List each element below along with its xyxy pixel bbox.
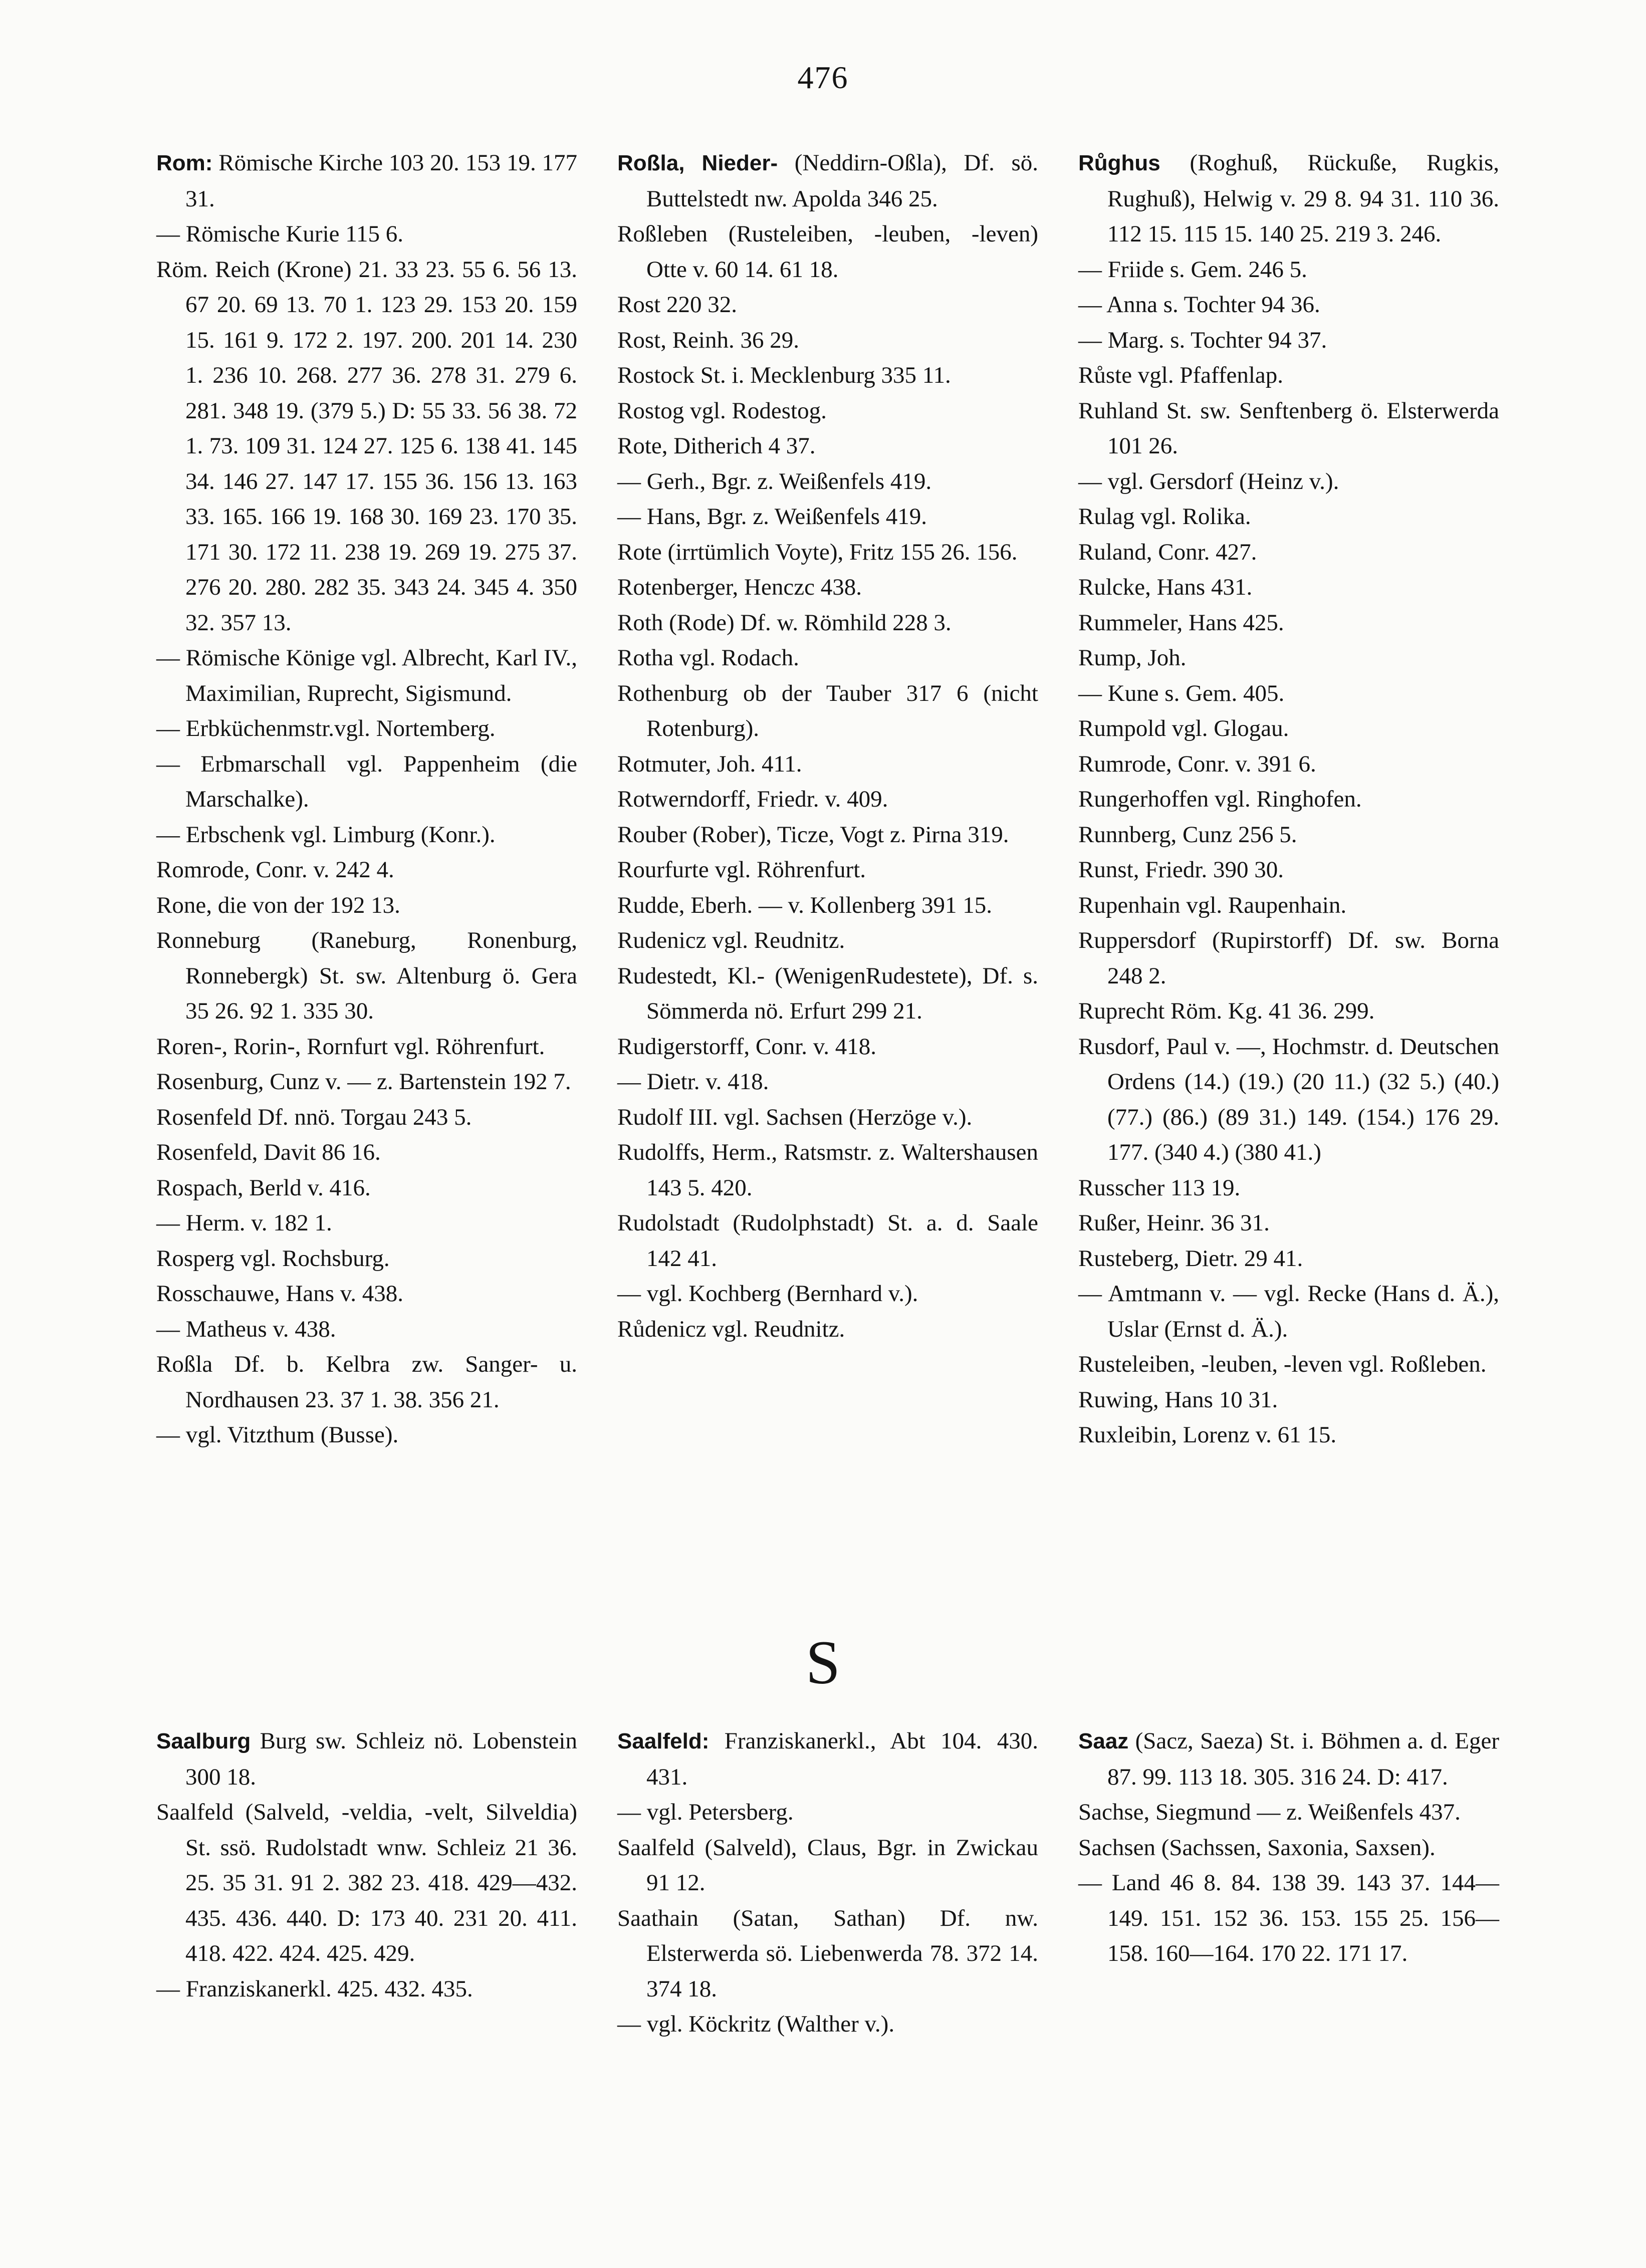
index-entry-text: — Dietr. v. 418. [617,1069,769,1095]
index-entry-text: Rusdorf, Paul v. —, Hochmstr. d. Deutschen Ordens (14.) (19.) (20 11.) (32 5.) (40.) (77.) (86.) (89 31.) 149. (154.) 176 29. 177. (340 4.) (380 41.) [1078,1033,1499,1165]
index-entry [1078,252,1499,288]
index-entry-text: — Matheus v. 438. [156,1316,336,1342]
index-entry [156,817,577,853]
index-entry-text: — vgl. Kochberg (Bernhard v.). [617,1281,918,1307]
index-entry [156,923,577,1029]
index-entry [156,888,577,923]
index-entry-text: Rourfurte vgl. Röhrenfurt. [617,857,866,883]
index-entry-head: Rom: [156,151,213,175]
index-entry-text: Rudestedt, Kl.- (WenigenRudestete), Df. s. Sömmerda nö. Erfurt 299 21. [617,962,1038,1024]
index-entry [156,852,577,888]
index-entry [1078,1276,1499,1347]
index-entry [156,1029,577,1065]
index-entry-text: Rospach, Berld v. 416. [156,1174,371,1201]
index-entry-text: Burg sw. Schleiz nö. Lobenstein 300 18. [185,1728,577,1790]
index-columns-r [156,145,1499,1453]
index-entry [617,1135,1038,1205]
index-entry [617,216,1038,287]
index-entry-text: Römische Kirche 103 20. 153 19. 177 31. [185,150,578,212]
index-entry-text: Saalfeld (Salveld, -veldia, -velt, Silveldia) St. ssö. Rudolstadt wnw. Schleiz 21 36. 25. 35 31. 91 2. 382 23. 418. 429—432. 435. 436. 440. D: 173 40. 231 20. 411. 418. 422. 424. 425. 429. [156,1799,577,1966]
index-entry [1078,358,1499,393]
index-entry [1078,464,1499,499]
index-entry-text: Rumpold vgl. Glogau. [1078,715,1289,741]
index-entry-text: Rote, Ditherich 4 37. [617,433,816,459]
index-entry [1078,923,1499,993]
index-entry-text: Rudenicz vgl. Reudnitz. [617,927,845,953]
index-entry [1078,993,1499,1029]
index-entry [156,1064,577,1100]
index-entry-text: — Kune s. Gem. 405. [1078,680,1285,706]
index-entry-text: Russcher 113 19. [1078,1174,1241,1201]
index-column [617,1723,1038,2042]
index-entry-text: Rosschauwe, Hans v. 438. [156,1281,403,1307]
index-entry [1078,1417,1499,1453]
index-entry [617,1205,1038,1276]
index-entry [156,1205,577,1241]
index-entry-text: — Römische Kurie 115 6. [156,221,403,247]
index-entry [1078,852,1499,888]
index-entry [1078,888,1499,923]
index-entry [617,287,1038,323]
index-entry [1078,1830,1499,1866]
index-entry-head: Saalburg [156,1729,251,1753]
index-entry-text: — Erbschenk vgl. Limburg (Konr.). [156,821,496,848]
index-column [1078,1723,1499,2042]
index-entry-text: Růste vgl. Pfaffenlap. [1078,362,1284,388]
index-entry [617,605,1038,641]
index-entry-text: Franziskanerkl., Abt 104. 430. 431. [646,1728,1039,1790]
index-entry [617,1901,1038,2007]
index-entry [1078,1205,1499,1241]
index-entry [156,1241,577,1277]
index-entry [1078,746,1499,782]
index-entry [1078,287,1499,323]
index-entry [617,358,1038,393]
index-entry-text: — Herm. v. 182 1. [156,1210,332,1236]
index-entry [617,464,1038,499]
index-entry [1078,1170,1499,1206]
index-entry [156,216,577,252]
index-entry-text: Saathain (Satan, Sathan) Df. nw. Elsterwerda sö. Liebenwerda 78. 372 14. 374 18. [617,1905,1038,2002]
index-entry [156,1417,577,1453]
index-entry-text: Rudolstadt (Rudolphstadt) St. a. d. Saale 142 41. [617,1210,1038,1272]
index-entry-text: — Land 46 8. 84. 138 39. 143 37. 144—149. 151. 152 36. 153. 155 25. 156—158. 160—164. 170 22. 171 17. [1078,1870,1499,1966]
index-entry-text: Růdenicz vgl. Reudnitz. [617,1316,845,1342]
index-entry [617,958,1038,1029]
index-entry [1078,782,1499,817]
index-entry [1078,817,1499,853]
index-entry-text: — vgl. Köckritz (Walther v.). [617,2011,895,2037]
index-column [1078,145,1499,1453]
index-entry [156,1795,577,1971]
index-entry-text: Rotmuter, Joh. 411. [617,750,802,777]
index-entry-text: Roth (Rode) Df. w. Römhild 228 3. [617,609,952,636]
index-entry [1078,499,1499,535]
index-entry [617,746,1038,782]
index-entry [617,1029,1038,1065]
index-entry [617,782,1038,817]
index-entry-text: Rudigerstorff, Conr. v. 418. [617,1033,876,1060]
index-entry-text: Röm. Reich (Krone) 21. 33 23. 55 6. 56 13. 67 20. 69 13. 70 1. 123 29. 153 20. 159 15. 161 9. 172 2. 197. 200. 201 14. 230 1. 236 10. 268. 277 36. 278 31. 279 6. 281. 348 19. (379 5.) D: 55 33. 56 38. 72 1. 73. 109 31. 124 27. 125 6. 138 41. 145 34. 146 27. 147 17. 155 36. 156 13. 163 33. 165. 166 19. 168 30. 169 23. 170 35. 171 30. 172 11. 238 19. 269 19. 275 37. 276 20. 280. 282 35. 343 24. 345 4. 350 32. 357 13. [156,256,577,636]
index-entry-text: Rosenburg, Cunz v. — z. Bartenstein 192 7. [156,1069,571,1095]
index-entry-text: Rulcke, Hans 431. [1078,574,1253,600]
index-entry [617,1830,1038,1901]
index-entry [617,1276,1038,1312]
index-entry [1078,323,1499,358]
index-entry [156,1312,577,1347]
index-entry-text: Rumrode, Conr. v. 391 6. [1078,750,1316,777]
index-entry-text: Rußer, Heinr. 36 31. [1078,1210,1270,1236]
index-entry-text: Ruland, Conr. 427. [1078,539,1257,565]
index-entry [617,852,1038,888]
index-column [156,1723,577,2042]
index-entry-text: Sachsen (Sachssen, Saxonia, Saxsen). [1078,1834,1436,1861]
index-entry-text: — Hans, Bgr. z. Weißenfels 419. [617,503,927,530]
index-entry [1078,676,1499,711]
index-entry-text: Runst, Friedr. 390 30. [1078,857,1284,883]
index-entry-text: Rulag vgl. Rolika. [1078,503,1251,530]
index-entry-text: — Marg. s. Tochter 94 37. [1078,327,1327,353]
index-entry [617,1312,1038,1347]
index-entry-text: Ronneburg (Raneburg, Ronenburg, Ronnebergk) St. sw. Altenburg ö. Gera 35 26. 92 1. 335 30. [156,927,577,1024]
index-entry-text: — vgl. Petersberg. [617,1799,794,1825]
index-entry-text: Rotwerndorff, Friedr. v. 409. [617,786,888,812]
page-number: 476 [797,60,849,95]
index-entry-text: — Erbmarschall vgl. Pappenheim (die Marschalke). [156,750,577,812]
index-entry-text: (Roghuß, Rückuße, Rugkis, Rughuß), Helwig v. 29 8. 94 31. 110 36. 112 15. 115 15. 140 25. 219 3. 246. [1107,150,1499,247]
index-entry-text: — vgl. Vitzthum (Busse). [156,1422,399,1448]
index-entry-text: Rouber (Rober), Ticze, Vogt z. Pirna 319. [617,821,1009,848]
index-entry [1078,1347,1499,1382]
index-entry [617,1064,1038,1100]
index-entry-text: Rote (irrtümlich Voyte), Fritz 155 26. 156. [617,539,1018,565]
index-entry-head: Saaz [1078,1729,1129,1753]
index-entry [617,923,1038,958]
index-column [156,145,577,1453]
index-entry-text: — Römische Könige vgl. Albrecht, Karl IV., Maximilian, Ruprecht, Sigismund. [156,645,577,706]
index-entry-text: Romrode, Conr. v. 242 4. [156,857,394,883]
index-entry-text: Rummeler, Hans 425. [1078,609,1284,636]
index-entry [156,711,577,746]
index-entry-text: Roßla Df. b. Kelbra zw. Sanger- u. Nordhausen 23. 37 1. 38. 356 21. [156,1351,577,1413]
index-entry [156,252,577,641]
index-entry-text: Roren-, Rorin-, Rornfurt vgl. Röhrenfurt. [156,1033,545,1060]
index-entry [617,145,1038,216]
index-entry [156,1723,577,1795]
index-entry [617,1795,1038,1830]
index-entry [617,2006,1038,2042]
index-entry-text: Rothenburg ob der Tauber 317 6 (nicht Rotenburg). [617,680,1038,741]
index-entry [617,676,1038,746]
index-entry [156,746,577,817]
index-entry-text: Rotha vgl. Rodach. [617,645,799,671]
index-entry [1078,1029,1499,1170]
index-entry-text: Ruhland St. sw. Senftenberg ö. Elsterwerda 101 26. [1078,397,1499,459]
index-entry [1078,605,1499,641]
index-entry-text: Ruxleibin, Lorenz v. 61 15. [1078,1422,1337,1448]
index-entry-text: Rusteleiben, -leuben, -leven vgl. Roßleben. [1078,1351,1487,1377]
index-entry-text: Roßleben (Rusteleiben, -leuben, -leven) Otte v. 60 14. 61 18. [617,221,1038,283]
index-entry-text: — Franziskanerkl. 425. 432. 435. [156,1975,473,2002]
index-entry [156,1170,577,1206]
index-entry-head: Saalfeld: [617,1729,710,1753]
index-entry-text: Rost 220 32. [617,292,737,318]
index-entry-head: Roßla, Nieder- [617,151,778,175]
index-entry-text: — Amtmann v. — vgl. Recke (Hans d. Ä.), Uslar (Ernst d. Ä.). [1078,1281,1499,1342]
index-entry-text: Rosperg vgl. Rochsburg. [156,1245,390,1272]
index-entry [617,1100,1038,1135]
index-entry-text: Ruwing, Hans 10 31. [1078,1386,1278,1413]
index-entry [1078,1723,1499,1795]
index-entry-text: Rostock St. i. Mecklenburg 335 11. [617,362,951,388]
index-entry-text: — Friide s. Gem. 246 5. [1078,256,1307,283]
index-entry-text: (Neddirn-Oßla), Df. sö. Buttelstedt nw. Apolda 346 25. [646,150,1038,212]
index-entry [156,1971,577,2007]
index-entry-text: Rost, Reinh. 36 29. [617,327,799,353]
index-entry-text: Rotenberger, Henczc 438. [617,574,862,600]
index-entry-text: Rudolf III. vgl. Sachsen (Herzöge v.). [617,1104,973,1130]
index-entry-text: Ruppersdorf (Rupirstorff) Df. sw. Borna 248 2. [1078,927,1499,989]
index-entry [617,393,1038,429]
index-entry [1078,711,1499,746]
index-entry [1078,1382,1499,1418]
index-entry [156,145,577,216]
index-entry-text: Rungerhoffen vgl. Ringhofen. [1078,786,1362,812]
index-entry [617,428,1038,464]
index-entry [156,1276,577,1312]
index-entry [1078,535,1499,570]
index-entry [1078,640,1499,676]
index-entry [617,535,1038,570]
index-entry [1078,393,1499,464]
index-entry [1078,145,1499,252]
index-entry [617,1723,1038,1795]
index-entry-text: Saalfeld (Salveld), Claus, Bgr. in Zwickau 91 12. [617,1834,1038,1896]
index-entry-text: — Anna s. Tochter 94 36. [1078,292,1320,318]
index-entry-text: — vgl. Gersdorf (Heinz v.). [1078,468,1339,494]
index-entry [1078,570,1499,605]
index-entry-text: Rosenfeld, Davit 86 16. [156,1139,381,1165]
index-entry [156,1100,577,1135]
index-entry-text: — Erbküchenmstr.vgl. Nortemberg. [156,715,496,741]
index-entry-text: Rump, Joh. [1078,645,1187,671]
index-entry [1078,1241,1499,1277]
section-letter: S [806,1628,840,1697]
index-entry-text: Ruprecht Röm. Kg. 41 36. 299. [1078,998,1375,1024]
index-entry-text: Rudolffs, Herm., Ratsmstr. z. Waltershausen 143 5. 420. [617,1139,1038,1201]
index-entry-text: Runnberg, Cunz 256 5. [1078,821,1297,848]
index-entry-text: Rone, die von der 192 13. [156,892,400,918]
index-entry-text: Rostog vgl. Rodestog. [617,397,827,424]
index-column [617,145,1038,1453]
index-entry-head: Růghus [1078,151,1160,175]
index-entry [156,640,577,711]
index-entry-text: Rupenhain vgl. Raupenhain. [1078,892,1347,918]
index-entry-text: Rudde, Eberh. — v. Kollenberg 391 15. [617,892,992,918]
index-entry [1078,1795,1499,1830]
index-entry [156,1135,577,1170]
index-entry-text: Rosenfeld Df. nnö. Torgau 243 5. [156,1104,472,1130]
index-entry [617,888,1038,923]
index-entry [617,323,1038,358]
index-entry-text: Sachse, Siegmund — z. Weißenfels 437. [1078,1799,1461,1825]
index-columns-s [156,1723,1499,2042]
index-entry [617,640,1038,676]
index-entry [156,1347,577,1417]
index-entry [617,570,1038,605]
index-entry-text: Rusteberg, Dietr. 29 41. [1078,1245,1303,1272]
index-entry [617,817,1038,853]
index-entry [1078,1865,1499,1971]
index-entry [617,499,1038,535]
index-entry-text: (Sacz, Saeza) St. i. Böhmen a. d. Eger 87. 99. 113 18. 305. 316 24. D: 417. [1107,1728,1499,1790]
index-entry-text: — Gerh., Bgr. z. Weißenfels 419. [617,468,932,494]
